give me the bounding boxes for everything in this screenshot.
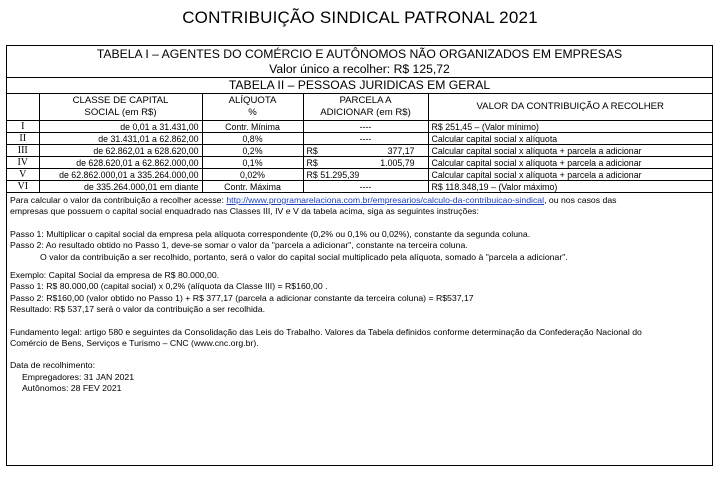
row-value: Calcular capital social x alíquota + parcela a adicionar [428, 169, 712, 181]
header-value: VALOR DA CONTRIBUIÇÃO A RECOLHER [428, 94, 712, 121]
row-class-num: VI [7, 181, 39, 193]
intro-line-2: empresas que possuem o capital social enquadrado nas Classes III, IV e V da tabela acima, siga as seguintes instruções: [10, 206, 479, 217]
header-rate: ALÍQUOTA % [202, 94, 303, 121]
row-range: de 0,01 a 31.431,00 [39, 121, 202, 133]
row-value: R$ 118.348,19 – (Valor máximo) [428, 181, 712, 193]
row-parcel: ---- [303, 121, 428, 133]
intro-line: Para calcular o valor da contribuição a recolher acesse: http://www.programarelaciona.com.br/empresarios/calculo-da-contribuicao-sindical, ou nos casos das [10, 195, 617, 205]
row-range: de 628.620,01 a 62.862.000,00 [39, 157, 202, 169]
calculator-link[interactable]: http://www.programarelaciona.com.br/empresarios/calculo-da-contribuicao-sindical [226, 195, 545, 205]
parcel-amount: 1.005,79 [380, 157, 415, 168]
parcel-currency: R$ [306, 145, 318, 156]
row-parcel: ---- [303, 181, 428, 193]
table-row [7, 169, 712, 181]
example-step-2: Passo 2: R$160,00 (valor obtido no Passo 1) + R$ 377,17 (parcela a adicionar constante da terceira coluna) = R$537,17 [10, 292, 474, 303]
row-range: de 62.862,01 a 628.620,00 [39, 145, 202, 157]
row-range: de 31.431,01 a 62.862,00 [39, 133, 202, 145]
row-value: Calcular capital social x alíquota [428, 133, 712, 145]
row-rate: Contr. Máxima [202, 181, 303, 193]
row-rate: Contr. Mínima [202, 121, 303, 133]
due-autonomous: Autônomos: 28 FEV 2021 [22, 383, 122, 394]
row-parcel: R$ 51.295,39 [303, 169, 428, 181]
row-parcel [303, 145, 428, 157]
example-title: Exemplo: Capital Social da empresa de R$ 80.000,00. [10, 270, 220, 281]
row-class-num: II [7, 133, 39, 145]
row-rate: 0,1% [202, 157, 303, 169]
table-row [7, 181, 712, 193]
due-title: Data de recolhimento: [10, 360, 95, 371]
row-class-num: V [7, 169, 39, 181]
step-2-continuation: O valor da contribuição a ser recolhido, portanto, será o valor do capital social multiplicado pela alíquota, somado à "parcela a adicionar". [40, 251, 568, 262]
contribution-frame [6, 45, 713, 466]
row-parcel: ---- [303, 133, 428, 145]
row-parcel [303, 157, 428, 169]
row-rate: 0,8% [202, 133, 303, 145]
row-value: R$ 251,45 – (Valor mínimo) [428, 121, 712, 133]
due-employers: Empregadores: 31 JAN 2021 [22, 371, 135, 382]
row-class-num: III [7, 145, 39, 157]
header-num [7, 94, 39, 121]
row-rate: 0,02% [202, 169, 303, 181]
example-result: Resultado: R$ 537,17 será o valor da contribuição a ser recolhida. [10, 304, 265, 315]
row-range: de 335.264.000,01 em diante [39, 181, 202, 193]
row-value: Calcular capital social x alíquota + parcela a adicionar [428, 145, 712, 157]
example-step-1: Passo 1: R$ 80.000,00 (capital social) x 0,2% (alíquota da Classe III) = R$160,00 . [10, 281, 328, 292]
row-class-num: IV [7, 157, 39, 169]
step-1: Passo 1: Multiplicar o capital social da empresa pela alíquota correspondente (0,2% ou 0,1% ou 0,02%), constante da segunda coluna. [10, 228, 531, 239]
table-row [7, 121, 712, 133]
legal-basis: Fundamento legal: artigo 580 e seguintes da Consolidação das Leis do Trabalho. Valores da Tabela definidos conforme determinação da Confederação Nacional do [10, 326, 642, 337]
parcel-currency: R$ [306, 157, 318, 168]
table-row [7, 133, 712, 145]
row-value: Calcular capital social x alíquota + parcela a adicionar [428, 157, 712, 169]
table-row [7, 157, 712, 169]
table1-value: Valor único a recolher: R$ 125,72 [7, 62, 712, 78]
header-parcel: PARCELA A ADICIONAR (em R$) [303, 94, 428, 121]
page-title: CONTRIBUIÇÃO SINDICAL PATRONAL 2021 [182, 8, 538, 27]
table2-header-row [7, 94, 712, 121]
table1-title: TABELA I – AGENTES DO COMÉRCIO E AUTÔNOMOS NÃO ORGANIZADOS EM EMPRESAS [96, 47, 623, 61]
row-rate: 0,2% [202, 145, 303, 157]
table-row [7, 145, 712, 157]
step-2: Passo 2: Ao resultado obtido no Passo 1, deve-se somar o valor da "parcela a adicionar", constante na terceira coluna. [10, 240, 468, 251]
table2-title: TABELA II – PESSOAS JURIDICAS EM GERAL [7, 78, 712, 94]
header-class: CLASSE DE CAPITAL SOCIAL (em R$) [39, 94, 202, 121]
instructions [7, 193, 712, 395]
row-range: de 62.862.000,01 a 335.264.000,00 [39, 169, 202, 181]
legal-basis-2: Comércio de Bens, Serviços e Turismo – CNC (www.cnc.org.br). [10, 338, 259, 349]
row-class-num: I [7, 121, 39, 133]
parcel-amount: 377,17 [387, 145, 415, 156]
table2-grid [7, 94, 712, 193]
